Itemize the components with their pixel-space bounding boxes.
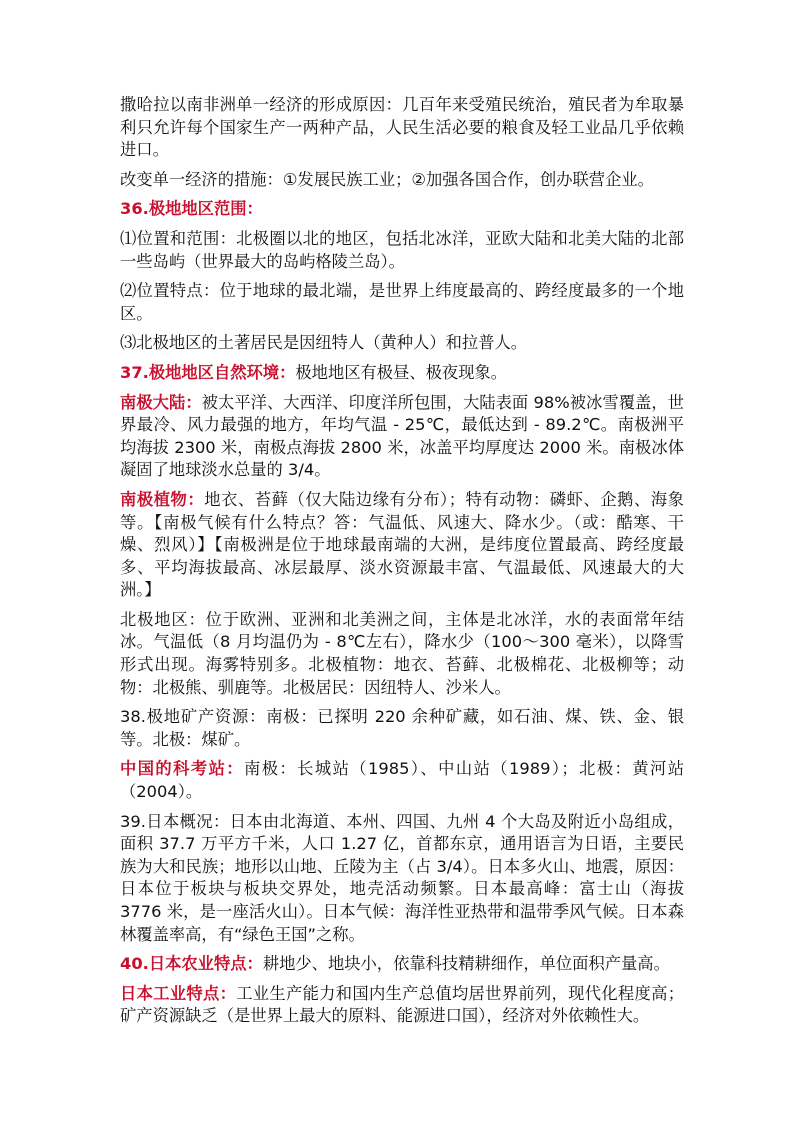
paragraph-text: 北极地区：位于欧洲、亚洲和北美洲之间，主体是北冰洋，水的表面常年结冰。气温低（8 月均温仍为 - 8℃左右），降水少（100～300 毫米），以降雪形式出现。海雾特别多。北极植物：地衣、苔藓、北极棉花、北极柳等；动物：北极熊、驯鹿等。北极居民：因纽特人、沙米人。 <box>120 609 684 697</box>
paragraph-text: 39.日本概况：日本由北海道、本州、四国、九州 4 个大岛及附近小岛组成，面积 37.7 万平方千米，人口 1.27 亿，首都东京，通用语言为日语，主要民族为大和民族；地形以山地、丘陵为主（占 3/4）。日本多火山、地震，原因：日本位于板块与板块交界处，地壳活动频繁。日本最高峰：富士山（海拔 3776 米，是一座活火山）。日本气候：海洋性亚热带和温带季风气候。日本森林覆盖率高，有“绿色王国”之称。 <box>120 811 684 944</box>
paragraph-40-japan-agriculture <box>120 953 684 976</box>
paragraph-text: ⑵位置特点：位于地球的最北端，是世界上纬度最高的、跨经度最多的一个地区。 <box>120 281 684 323</box>
section-heading: 37.极地地区自然环境： <box>120 362 296 382</box>
paragraph-text: 撒哈拉以南非洲单一经济的形成原因：几百年来受殖民统治，殖民者为牟取暴利只允许每个国家生产一两种产品，人民生活必要的粮食及轻工业品几乎依赖进口。 <box>120 95 684 160</box>
paragraph-arctic-location-features <box>120 280 684 325</box>
paragraph-arctic-location-range <box>120 228 684 273</box>
paragraph-africa-single-economy-cause <box>120 94 684 162</box>
paragraph-text: 38.极地矿产资源：南极：已探明 220 余种矿藏，如石油、煤、铁、金、银等。北极：煤矿。 <box>120 707 684 749</box>
heading-36-polar-range <box>120 198 684 221</box>
document-page <box>120 94 684 1035</box>
paragraph-text: 耕地少、地块小，依靠科技精耕细作，单位面积产量高。 <box>262 954 670 974</box>
paragraph-text: 工业生产能力和国内生产总值均居世界前列，现代化程度高；矿产资源缺乏（是世界上最大的原料、能源进口国），经济对外依赖性大。 <box>120 983 684 1026</box>
section-heading: 日本工业特点： <box>120 983 237 1003</box>
paragraph-antarctica-continent <box>120 392 684 482</box>
section-heading: 40.日本农业特点： <box>120 954 263 974</box>
paragraph-arctic-residents <box>120 332 684 355</box>
paragraph-text: 极地地区有极昼、极夜现象。 <box>295 362 508 382</box>
paragraph-japan-industry <box>120 983 684 1028</box>
paragraph-text: 地衣、苔藓（仅大陆边缘有分布）；特有动物：磷虾、企鹅、海象等。【南极气候有什么特点？答：气温低、风速大、降水少。（或：酷寒、干燥、烈风）】【南极洲是位于地球最南端的大洲，是纬度位置最高、跨经度最多、平均海拔最高、冰层最厚、淡水资源最丰富、气温最低、风速最大的大洲。】 <box>120 489 684 600</box>
paragraph-text: 南极：长城站（1985）、中山站（1989）；北极：黄河站（2004）。 <box>120 759 684 802</box>
paragraph-37-polar-environment <box>120 362 684 385</box>
paragraph-text: ⑶北极地区的土著居民是因纽特人（黄种人）和拉普人。 <box>120 333 528 353</box>
paragraph-arctic-region <box>120 609 684 699</box>
paragraph-antarctica-plants <box>120 489 684 602</box>
paragraph-39-japan-overview <box>120 811 684 947</box>
paragraph-text: ⑴位置和范围：北极圈以北的地区，包括北冰洋，亚欧大陆和北美大陆的北部一些岛屿（世界最大的岛屿格陵兰岛）。 <box>120 228 684 271</box>
paragraph-africa-single-economy-measures <box>120 169 684 192</box>
paragraph-text: 改变单一经济的措施：①发展民族工业；②加强各国合作，创办联营企业。 <box>120 169 654 189</box>
paragraph-38-polar-minerals <box>120 706 684 751</box>
section-heading: 36.极地地区范围： <box>120 199 263 219</box>
section-heading: 南极大陆： <box>120 392 202 412</box>
paragraph-china-research-stations <box>120 758 684 803</box>
paragraph-text: 被太平洋、大西洋、印度洋所包围，大陆表面 98%被冰雪覆盖，世界最冷、风力最强的地方，年均气温 - 25℃，最低达到 - 89.2℃。南极洲平均海拔 2300 米，南极点海拔 2800 米，冰盖平均厚度达 2000 米。南极冰体凝固了地球淡水总量的 3/4。 <box>120 392 684 480</box>
section-heading: 南极植物： <box>120 489 205 509</box>
section-heading: 中国的科考站： <box>120 759 244 779</box>
